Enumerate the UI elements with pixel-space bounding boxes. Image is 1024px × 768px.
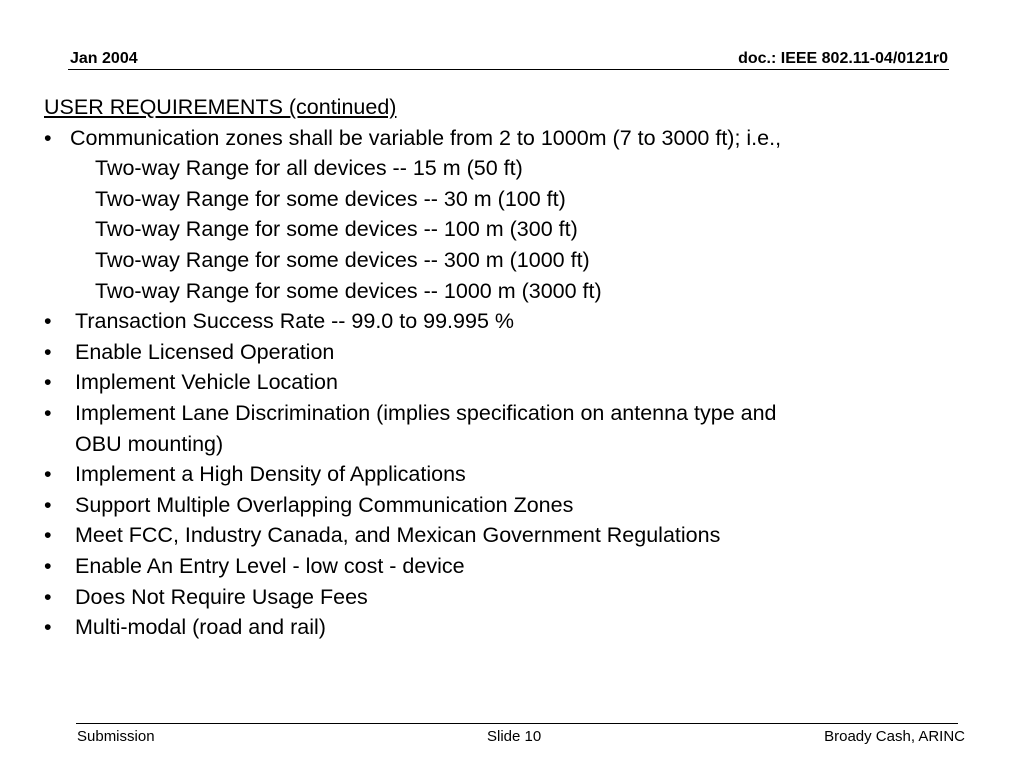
footer-submission: Submission — [77, 728, 155, 745]
list-item — [44, 337, 984, 368]
list-item-text: Multi-modal (road and rail) — [75, 615, 326, 640]
list-item — [44, 612, 984, 643]
list-item — [44, 459, 984, 490]
footer-slide-number: Slide 10 — [487, 728, 542, 745]
list-item — [44, 520, 984, 551]
list-item-text: Does Not Require Usage Fees — [75, 584, 368, 609]
bullet-dot: • — [44, 309, 52, 334]
list-item-text: Implement Lane Discrimination (implies specification on antenna type and — [75, 400, 777, 425]
bullet-dot: • — [44, 400, 52, 425]
bullet-dot: • — [44, 339, 52, 364]
list-item — [44, 582, 984, 613]
range-item: Two-way Range for some devices -- 1000 m (3000 ft) — [95, 278, 602, 303]
list-item-text: Implement Vehicle Location — [75, 370, 338, 395]
range-item: Two-way Range for some devices -- 100 m (300 ft) — [95, 217, 578, 242]
range-item: Two-way Range for some devices -- 30 m (100 ft) — [95, 186, 566, 211]
slide-content — [44, 92, 984, 643]
list-item — [44, 367, 984, 398]
list-item-text: Enable Licensed Operation — [75, 339, 335, 364]
bullet-dot: • — [44, 553, 52, 578]
list-item — [44, 398, 984, 429]
list-item-text: Communication zones shall be variable from 2 to 1000m (7 to 3000 ft); i.e., — [70, 125, 782, 150]
list-item-text: Meet FCC, Industry Canada, and Mexican Government Regulations — [75, 523, 721, 548]
bullet-dot: • — [44, 370, 52, 395]
list-item — [44, 490, 984, 521]
bullet-dot: • — [44, 584, 52, 609]
footer-rule — [76, 723, 958, 724]
list-item-text: Enable An Entry Level - low cost - device — [75, 553, 465, 578]
bullet-dot: • — [44, 125, 52, 150]
range-item: Two-way Range for all devices -- 15 m (50 ft) — [95, 156, 523, 181]
footer-author: Broady Cash, ARINC — [824, 728, 965, 745]
header-rule — [68, 69, 949, 70]
bullet-dot: • — [44, 615, 52, 640]
range-item: Two-way Range for some devices -- 300 m (1000 ft) — [95, 247, 590, 272]
list-item-continuation: OBU mounting) — [75, 431, 224, 456]
list-item-text: Transaction Success Rate -- 99.0 to 99.995 % — [75, 309, 514, 334]
bullet-dot: • — [44, 462, 52, 487]
bullet-dot: • — [44, 492, 52, 517]
header-doc-number: doc.: IEEE 802.11-04/0121r0 — [738, 50, 948, 67]
list-item — [44, 551, 984, 582]
list-item-zones — [44, 123, 984, 154]
list-item-text: Support Multiple Overlapping Communication Zones — [75, 492, 574, 517]
list-item-text: Implement a High Density of Applications — [75, 462, 466, 487]
list-item — [44, 306, 984, 337]
header-date: Jan 2004 — [70, 50, 138, 67]
bullet-dot: • — [44, 523, 52, 548]
slide-heading: USER REQUIREMENTS (continued) — [44, 95, 397, 119]
